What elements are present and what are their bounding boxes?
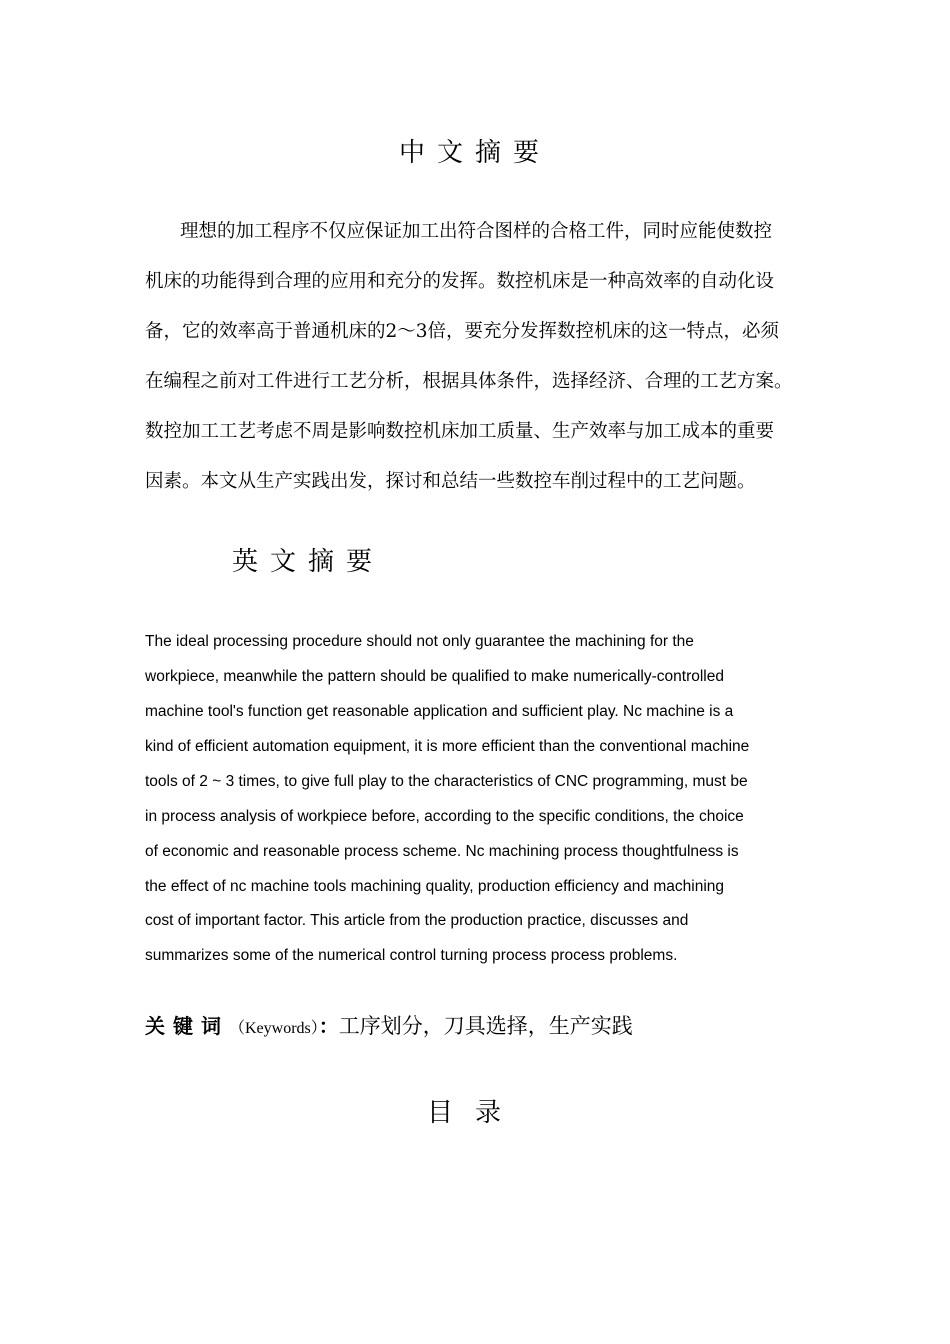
chinese-abstract-line: 数控加工工艺考虑不周是影响数控机床加工质量、生产效率与加工成本的重要 [145,421,775,442]
chinese-abstract-line: 因素。本文从生产实践出发，探讨和总结一些数控车削过程中的工艺问题。 [145,471,756,492]
chinese-abstract-line: 理想的加工程序不仅应保证加工出符合图样的合格工件，同时应能使数控 [180,221,773,242]
chinese-abstract-title: 中文摘要 [398,138,551,168]
chinese-abstract-line: 备，它的效率高于普通机床的2～3倍，要充分发挥数控机床的这一特点，必须 [145,321,780,342]
english-abstract-line: of economic and reasonable process scheme. Nc machining process thoughtfulness is [145,843,739,860]
keywords-line [145,1010,633,1040]
keywords-english-label: （Keywords） [229,1020,319,1037]
chinese-abstract-line: 在编程之前对工件进行工艺分析，根据具体条件，选择经济、合理的工艺方案。 [145,371,793,392]
keywords-colon: ： [318,1014,339,1038]
english-abstract-line: the effect of nc machine tools machining quality, production efficiency and machining [145,878,725,895]
keywords-label: 关键词 [145,1014,229,1038]
english-abstract-line: kind of efficient automation equipment, it is more efficient than the conventional machine [145,738,750,755]
english-abstract-title: 英文摘要 [232,547,385,577]
table-of-contents-title: 目录 [426,1098,523,1128]
english-abstract-line: The ideal processing procedure should not only guarantee the machining for the [145,633,694,650]
english-abstract-line: machine tool's function get reasonable application and sufficient play. Nc machine is a [145,703,734,720]
english-abstract-line: summarizes some of the numerical control turning process process problems. [145,947,678,964]
chinese-abstract-line: 机床的功能得到合理的应用和充分的发挥。数控机床是一种高效率的自动化设 [145,271,775,292]
english-abstract-line: tools of 2 ~ 3 times, to give full play to the characteristics of CNC programming, must be [145,773,748,790]
english-abstract-line: workpiece, meanwhile the pattern should be qualified to make numerically-controlled [145,668,724,685]
english-abstract-line: in process analysis of workpiece before, according to the specific conditions, the choice [145,808,744,825]
keywords-values: 工序划分，刀具选择，生产实践 [338,1014,633,1038]
english-abstract-line: cost of important factor. This article from the production practice, discusses and [145,912,689,929]
